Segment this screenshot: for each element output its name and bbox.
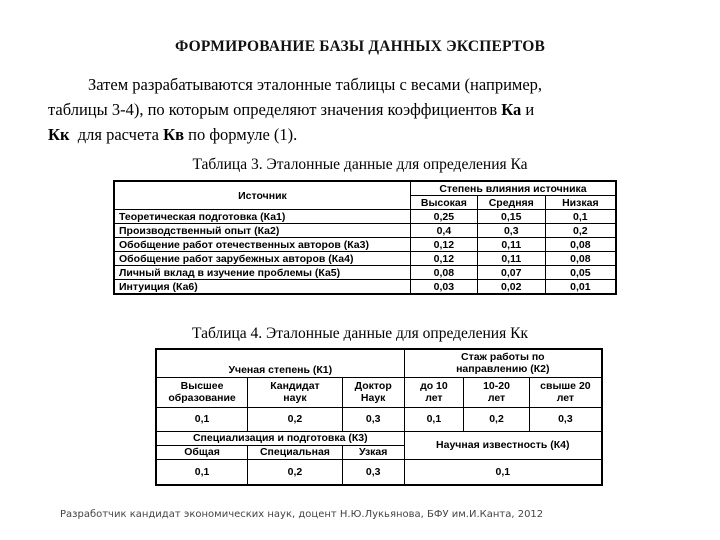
scientific-fame-header: Научная известность (К4) [404,431,602,459]
table-cell-high: 0,03 [410,280,477,295]
table-cell-medium: 0,11 [477,252,545,266]
table-cell-high: 0,12 [410,238,477,252]
table-cell-source: Обобщение работ зарубежных авторов (Ка4) [114,252,410,266]
experience-over-20: свыше 20 лет [529,377,602,407]
specialization-general: Общая [156,445,248,459]
degree-candidate: Кандидат наук [248,377,343,407]
paragraph-text: таблицы 3-4), по которым определяют значения коэффициентов [48,100,502,119]
table3-caption: Таблица 3. Эталонные данные для определения Ка [192,156,528,173]
table-cell-low: 0,01 [545,280,616,295]
experience-under-10: до 10 лет [404,377,464,407]
paragraph-text: для расчета [69,125,164,144]
table-cell-value: 0,1 [156,459,248,485]
coefficient-ka: Ка [501,100,522,119]
table-cell-value: 0,1 [156,407,248,431]
experience-10-20: 10-20 лет [464,377,530,407]
paragraph-line-2 [48,97,680,122]
table-cell-value: 0,3 [342,459,404,485]
table-cell-high: 0,12 [410,252,477,266]
specialization-special: Специальная [248,445,343,459]
table-cell-source: Интуиция (Ка6) [114,280,410,295]
table-cell-medium: 0,07 [477,266,545,280]
table-cell-medium: 0,3 [477,224,545,238]
degree-higher-education: Высшее образование [156,377,248,407]
experience-header: Стаж работы по направлению (К2) [404,349,602,377]
table-cell-low: 0,08 [545,238,616,252]
slide-title: ФОРМИРОВАНИЕ БАЗЫ ДАННЫХ ЭКСПЕРТОВ [174,38,546,55]
table-cell-low: 0,08 [545,252,616,266]
table-cell-value: 0,2 [248,407,343,431]
table-row [114,252,616,266]
table-cell-medium: 0,11 [477,238,545,252]
table-cell-value: 0,2 [464,407,530,431]
column-header-medium: Средняя [477,196,545,210]
table-cell-value: 0,1 [404,407,464,431]
table-cell-high: 0,08 [410,266,477,280]
table-cell-value: 0,1 [404,459,602,485]
paragraph-line-3 [48,122,680,147]
coefficient-kv: Кв [163,125,185,144]
table-cell-value: 0,3 [529,407,602,431]
column-header-source: Источник [114,181,410,210]
table-row [114,210,616,224]
column-header-low: Низкая [545,196,616,210]
degree-doctor: Доктор Наук [342,377,404,407]
table-row [114,238,616,252]
column-header-high: Высокая [410,196,477,210]
paragraph-text: и [521,100,535,119]
table-cell-medium: 0,02 [477,280,545,295]
table-cell-value: 0,3 [342,407,404,431]
table4-caption: Таблица 4. Эталонные данные для определения Кк [192,325,528,342]
specialization-narrow: Узкая [342,445,404,459]
table-cell-source: Производственный опыт (Ка2) [114,224,410,238]
table-cell-low: 0,05 [545,266,616,280]
specialization-header: Специализация и подготовка (К3) [156,431,404,445]
degree-header: Ученая степень (К1) [156,349,404,377]
table-cell-high: 0,25 [410,210,477,224]
table-cell-source: Личный вклад в изучение проблемы (Ка5) [114,266,410,280]
table-row [114,224,616,238]
paragraph-line-1: Затем разрабатываются эталонные таблицы с весами (например, [88,75,543,94]
table-row [114,266,616,280]
group-header-influence: Степень влияния источника [410,181,616,196]
table-cell-source: Теоретическая подготовка (Ка1) [114,210,410,224]
table-cell-low: 0,2 [545,224,616,238]
table-cell-source: Обобщение работ отечественных авторов (Ка3) [114,238,410,252]
table-cell-high: 0,4 [410,224,477,238]
table-cell-low: 0,1 [545,210,616,224]
intro-paragraph [48,72,680,147]
footer-credit: Разработчик кандидат экономических наук, доцент Н.Ю.Лукьянова, БФУ им.И.Канта, 2012 [60,509,544,520]
table-cell-medium: 0,15 [477,210,545,224]
paragraph-text: по формуле (1). [184,125,298,144]
table-cell-value: 0,2 [248,459,343,485]
table3 [113,180,617,295]
table4 [155,348,603,486]
table-row [114,280,616,295]
coefficient-kk: Кк [48,125,70,144]
